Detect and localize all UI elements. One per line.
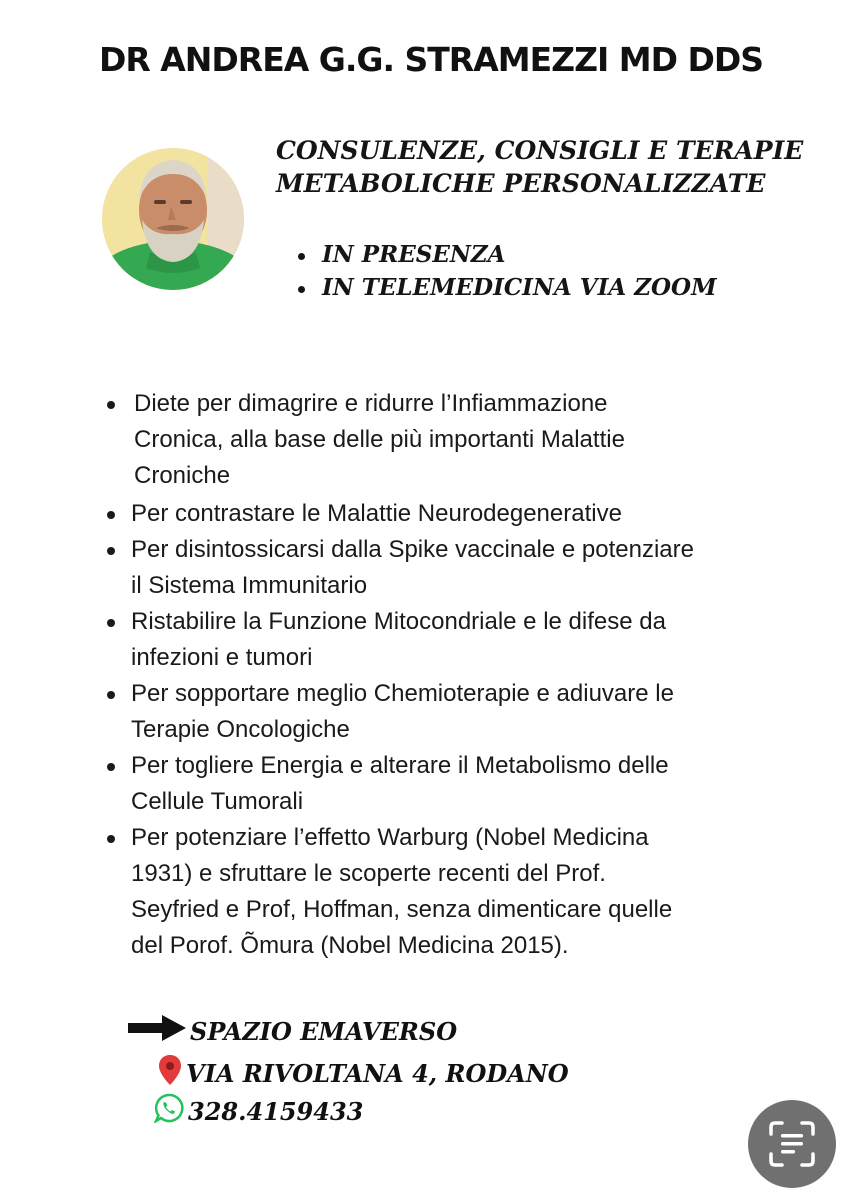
list-item <box>104 820 784 964</box>
text-scan-icon <box>767 1119 817 1169</box>
list-item-line: il Sistema Immunitario <box>131 572 368 599</box>
venue-row <box>128 1014 457 1048</box>
page-title: DR ANDREA G.G. STRAMEZZI MD DDS <box>98 40 764 79</box>
list-item <box>104 386 784 494</box>
mode-telemedicine: IN TELEMEDICINA VIA ZOOM <box>296 271 717 304</box>
list-item-line: Per togliere Energia e alterare il Metabolismo delle <box>131 752 669 779</box>
list-item <box>104 676 784 748</box>
doctor-portrait-image <box>102 148 244 290</box>
list-item-line: Per disintossicarsi dalla Spike vaccinale e potenziare <box>131 536 694 563</box>
list-item-line: Seyfried e Prof, Hoffman, senza dimenticare quelle <box>131 896 673 923</box>
list-item-line: 1931) e sfruttare le scoperte recenti del Prof. <box>131 860 606 887</box>
phone-number: 328.4159433 <box>188 1096 364 1126</box>
list-item-line: Per contrastare le Malattie Neurodegenerative <box>131 500 622 527</box>
list-item <box>104 532 784 604</box>
consultation-modes-list <box>296 238 717 304</box>
doctor-avatar <box>102 148 244 290</box>
list-item-line: Cronica, alla base delle più importanti Malattie <box>134 426 625 453</box>
list-item-line: Cellule Tumorali <box>131 788 304 815</box>
address-text: VIA RIVOLTANA 4, RODANO <box>186 1058 569 1088</box>
list-item-line: Ristabilire la Funzione Mitocondriale e le difese da <box>131 608 666 635</box>
text-scan-button[interactable] <box>748 1100 836 1188</box>
list-item-line: Diete per dimagrire e ridurre l’Infiammazione <box>134 390 608 417</box>
list-item-line: Terapie Oncologiche <box>131 716 350 743</box>
address-row <box>158 1054 569 1092</box>
list-item-line: Per potenziare l’effetto Warburg (Nobel Medicina <box>131 824 649 851</box>
service-subtitle <box>276 134 836 200</box>
arrow-right-icon <box>128 1014 186 1048</box>
list-item-line: infezioni e tumori <box>131 644 313 671</box>
venue-name: SPAZIO EMAVERSO <box>190 1016 458 1046</box>
phone-row <box>154 1093 363 1129</box>
whatsapp-icon <box>154 1093 184 1129</box>
list-item-line: del Porof. Õmura (Nobel Medicina 2015). <box>131 932 569 959</box>
list-item <box>104 496 784 532</box>
location-pin-icon <box>158 1054 182 1092</box>
services-list <box>104 386 784 964</box>
subtitle-line: METABOLICHE PERSONALIZZATE <box>276 169 766 198</box>
list-item-line: Per sopportare meglio Chemioterapie e adiuvare le <box>131 680 674 707</box>
list-item <box>104 748 784 820</box>
list-item <box>104 604 784 676</box>
list-item-line: Croniche <box>134 462 231 489</box>
subtitle-line: CONSULENZE, CONSIGLI E TERAPIE <box>276 136 804 165</box>
mode-in-person: IN PRESENZA <box>296 238 717 271</box>
